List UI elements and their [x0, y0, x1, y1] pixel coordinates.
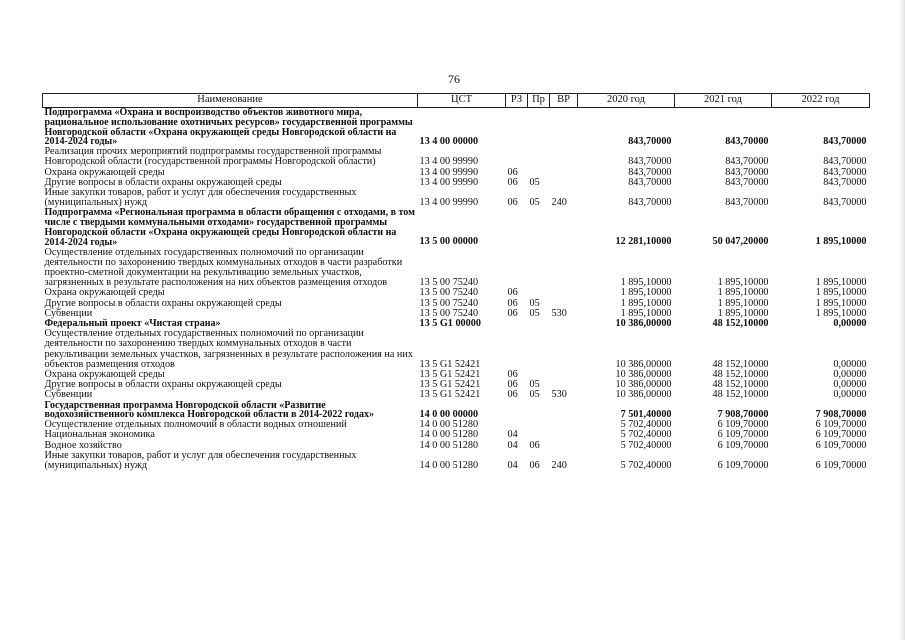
cell-vr: 530 — [551, 389, 567, 401]
table-body — [43, 108, 870, 472]
cell-rz: 04 — [507, 429, 518, 441]
table-row — [43, 401, 870, 421]
cell-name: Национальная экономика — [44, 429, 155, 441]
table-row — [43, 147, 870, 167]
header-name: Наименование — [43, 94, 418, 108]
cell-rz — [506, 329, 528, 370]
cell-name: Государственная программа Новгородской области «Развитие водохозяйственного комплекса Новгородской области в 2014-2022 годах» — [44, 399, 374, 421]
cell-2022: 1 895,10000 — [815, 277, 867, 289]
cell-rz: 06 — [507, 389, 518, 401]
cell-cst: 13 5 G1 52421 — [419, 379, 481, 391]
cell-cst: 14 0 00 51280 — [419, 460, 479, 472]
cell-2020: 1 895,10000 — [620, 287, 672, 299]
cell-2020: 843,70000 — [628, 197, 672, 209]
header-rz: РЗ — [506, 94, 528, 108]
cell-rz: 06 — [507, 197, 518, 209]
cell-name: Осуществление отдельных государственных полномочий по организации деятельности по захоронению твердых коммунальных отходов в части рекультивации земельных участков, загрязненных в результате расположения на них объектов размещения отходов — [44, 328, 413, 370]
table-row — [43, 248, 870, 289]
cell-vr — [550, 441, 578, 451]
cell-2021: 843,70000 — [725, 197, 769, 209]
cell-2020: 843,70000 — [628, 176, 672, 188]
cell-cst: 13 5 00 00000 — [419, 236, 479, 248]
header-row — [43, 94, 870, 108]
cell-2021: 6 109,70000 — [717, 439, 769, 451]
cell-name: Охрана окружающей среды — [44, 369, 165, 381]
table-row — [43, 329, 870, 370]
cell-2022: 7 908,70000 — [815, 409, 867, 421]
cell-name: Осуществление отдельных государственных полномочий по организации деятельности по захоронению твердых коммунальных отходов в части разработки проектно-сметной документации на рекультивацию земельных участков, загрязненных в результате расположения на них объектов размещения отходов — [44, 246, 403, 289]
cell-vr — [550, 168, 578, 178]
cell-name: Федеральный проект «Чистая страна» — [44, 318, 221, 330]
cell-2021: 7 908,70000 — [717, 409, 769, 421]
cell-cst: 14 0 00 51280 — [419, 419, 479, 431]
cell-name: Охрана окружающей среды — [44, 166, 165, 178]
scan-edge — [899, 0, 905, 640]
cell-cst: 13 4 00 99990 — [419, 156, 479, 168]
cell-vr — [550, 147, 578, 167]
cell-vr — [550, 108, 578, 148]
cell-rz — [506, 108, 528, 148]
cell-2022: 0,00000 — [833, 379, 867, 391]
cell-2022: 0,00000 — [833, 389, 867, 401]
cell-name: Осуществление отдельных полномочий в области водных отношений — [44, 419, 347, 431]
cell-2021: 1 895,10000 — [717, 287, 769, 299]
cell-vr — [550, 329, 578, 370]
cell-2020: 1 895,10000 — [620, 307, 672, 319]
cell-pr: 05 — [529, 297, 540, 309]
cell-vr — [550, 208, 578, 247]
cell-2022: 6 109,70000 — [815, 429, 867, 441]
cell-rz: 06 — [507, 297, 518, 309]
cell-2021: 843,70000 — [725, 176, 769, 188]
cell-2021: 48 152,10000 — [712, 318, 769, 330]
cell-pr — [528, 401, 550, 421]
cell-cst: 14 0 00 51280 — [419, 429, 479, 441]
cell-pr: 06 — [529, 460, 540, 472]
cell-name: Другие вопросы в области охраны окружающей среды — [44, 297, 282, 309]
cell-2022: 6 109,70000 — [815, 419, 867, 431]
cell-vr — [550, 248, 578, 289]
cell-rz: 04 — [507, 439, 518, 451]
cell-2021: 843,70000 — [725, 135, 769, 147]
cell-2022: 843,70000 — [823, 197, 867, 209]
cell-name: Иные закупки товаров, работ и услуг для обеспечения государственных (муниципальных) нужд — [44, 187, 357, 209]
cell-cst: 14 0 00 00000 — [419, 409, 479, 421]
cell-cst: 13 4 00 00000 — [419, 135, 479, 147]
cell-2021: 50 047,20000 — [712, 236, 769, 248]
cell-cst: 13 5 G1 00000 — [419, 318, 481, 330]
header-year-2022: 2022 год — [772, 94, 870, 108]
cell-cst: 13 4 00 99990 — [419, 166, 479, 178]
cell-cst: 13 5 00 75240 — [419, 297, 479, 309]
cell-2021: 843,70000 — [725, 156, 769, 168]
cell-2020: 10 386,00000 — [615, 369, 672, 381]
cell-pr — [528, 208, 550, 247]
cell-vr — [550, 430, 578, 440]
cell-2021: 48 152,10000 — [712, 358, 769, 370]
cell-pr: 05 — [529, 197, 540, 209]
cell-2022: 0,00000 — [833, 318, 867, 330]
cell-pr — [528, 329, 550, 370]
cell-pr — [528, 319, 550, 329]
cell-2021: 48 152,10000 — [712, 379, 769, 391]
cell-cst: 13 5 G1 52421 — [419, 369, 481, 381]
cell-2021: 1 895,10000 — [717, 277, 769, 289]
cell-2022: 0,00000 — [833, 369, 867, 381]
cell-pr: 06 — [529, 439, 540, 451]
cell-2020: 5 702,40000 — [620, 460, 672, 472]
cell-2020: 10 386,00000 — [615, 358, 672, 370]
cell-pr: 05 — [529, 176, 540, 188]
cell-cst: 13 5 00 75240 — [419, 307, 479, 319]
cell-rz — [506, 319, 528, 329]
cell-2021: 48 152,10000 — [712, 389, 769, 401]
header-vr: ВР — [550, 94, 578, 108]
cell-2021: 6 109,70000 — [717, 429, 769, 441]
cell-2022: 6 109,70000 — [815, 460, 867, 472]
cell-2021: 48 152,10000 — [712, 369, 769, 381]
page-number: 76 — [448, 72, 460, 86]
cell-rz: 06 — [507, 176, 518, 188]
cell-pr: 05 — [529, 379, 540, 391]
cell-rz — [506, 208, 528, 247]
cell-2020: 1 895,10000 — [620, 297, 672, 309]
cell-2021: 1 895,10000 — [717, 297, 769, 309]
cell-name: Другие вопросы в области охраны окружающей среды — [44, 379, 282, 391]
cell-2020: 10 386,00000 — [615, 389, 672, 401]
cell-2020: 5 702,40000 — [620, 419, 672, 431]
cell-2020: 5 702,40000 — [620, 439, 672, 451]
cell-cst: 14 0 00 51280 — [419, 439, 479, 451]
cell-vr — [550, 178, 578, 188]
cell-2021: 1 895,10000 — [717, 307, 769, 319]
cell-pr — [528, 108, 550, 148]
cell-pr — [528, 248, 550, 289]
cell-rz — [506, 147, 528, 167]
cell-name: Подпрограмма «Охрана и воспроизводство объектов животного мира, рациональное использование охотничьих ресурсов» государственной программы Новгородской области «Охрана окружающей среды Новгородской области на 2014-2024 годы» — [44, 107, 413, 148]
table-row — [43, 451, 870, 471]
cell-2022: 0,00000 — [833, 358, 867, 370]
cell-name: Субвенции — [44, 389, 93, 401]
cell-2020: 7 501,40000 — [620, 409, 672, 421]
cell-rz: 06 — [507, 369, 518, 381]
cell-name: Охрана окружающей среды — [44, 287, 165, 299]
cell-2022: 1 895,10000 — [815, 287, 867, 299]
cell-vr: 240 — [551, 460, 567, 472]
cell-2022: 1 895,10000 — [815, 297, 867, 309]
cell-cst: 13 5 G1 52421 — [419, 389, 481, 401]
table-header — [43, 94, 870, 108]
header-pr: Пр — [528, 94, 550, 108]
cell-2020: 10 386,00000 — [615, 379, 672, 391]
cell-vr: 240 — [551, 197, 567, 209]
cell-rz: 06 — [507, 287, 518, 299]
cell-rz: 06 — [507, 307, 518, 319]
cell-2021: 6 109,70000 — [717, 460, 769, 472]
cell-pr: 05 — [529, 307, 540, 319]
cell-2020: 1 895,10000 — [620, 277, 672, 289]
cell-pr: 05 — [529, 389, 540, 401]
cell-vr — [550, 370, 578, 380]
table-row — [43, 108, 870, 148]
cell-2021: 6 109,70000 — [717, 419, 769, 431]
cell-name: Водное хозяйство — [44, 439, 122, 451]
cell-rz — [506, 401, 528, 421]
cell-pr — [528, 420, 550, 430]
header-year-2020: 2020 год — [578, 94, 675, 108]
cell-2022: 843,70000 — [823, 166, 867, 178]
cell-rz — [506, 248, 528, 289]
cell-name: Субвенции — [44, 307, 93, 319]
cell-2022: 1 895,10000 — [815, 307, 867, 319]
cell-name: Подпрограмма «Региональная программа в области обращения с отходами, в том числе с твердыми коммунальными отходами» государственной программы Новгородской области «Охрана окружающей среды Новгородской области на 2014-2024 годы» — [44, 207, 415, 248]
cell-2020: 843,70000 — [628, 166, 672, 178]
cell-pr — [528, 147, 550, 167]
cell-vr — [550, 288, 578, 298]
header-year-2021: 2021 год — [675, 94, 772, 108]
cell-name: Другие вопросы в области охраны окружающей среды — [44, 176, 282, 188]
cell-2020: 10 386,00000 — [615, 318, 672, 330]
cell-rz: 06 — [507, 379, 518, 391]
cell-vr — [550, 420, 578, 430]
cell-vr — [550, 401, 578, 421]
table-row — [43, 188, 870, 208]
cell-rz: 06 — [507, 166, 518, 178]
cell-name: Иные закупки товаров, работ и услуг для обеспечения государственных (муниципальных) нужд — [44, 449, 357, 472]
cell-cst: 13 5 00 75240 — [419, 277, 479, 289]
cell-cst: 13 4 00 99990 — [419, 197, 479, 209]
cell-2020: 843,70000 — [628, 156, 672, 168]
cell-2022: 1 895,10000 — [815, 236, 867, 248]
cell-2020: 843,70000 — [628, 135, 672, 147]
budget-table — [42, 93, 870, 471]
cell-rz: 04 — [507, 460, 518, 472]
cell-2022: 843,70000 — [823, 135, 867, 147]
cell-2021: 843,70000 — [725, 166, 769, 178]
cell-cst: 13 5 G1 52421 — [419, 358, 481, 370]
cell-2022: 6 109,70000 — [815, 439, 867, 451]
cell-2022: 843,70000 — [823, 176, 867, 188]
table-row — [43, 208, 870, 247]
cell-cst: 13 5 00 75240 — [419, 287, 479, 299]
cell-vr: 530 — [551, 307, 567, 319]
header-cst: ЦСТ — [418, 94, 506, 108]
cell-2020: 12 281,10000 — [615, 236, 672, 248]
cell-vr — [550, 319, 578, 329]
cell-cst: 13 4 00 99990 — [419, 176, 479, 188]
cell-name: Реализация прочих мероприятий подпрограммы государственной программы Новгородской области (государственной программы Новгородской области) — [44, 146, 382, 168]
cell-2020: 5 702,40000 — [620, 429, 672, 441]
cell-2022: 843,70000 — [823, 156, 867, 168]
